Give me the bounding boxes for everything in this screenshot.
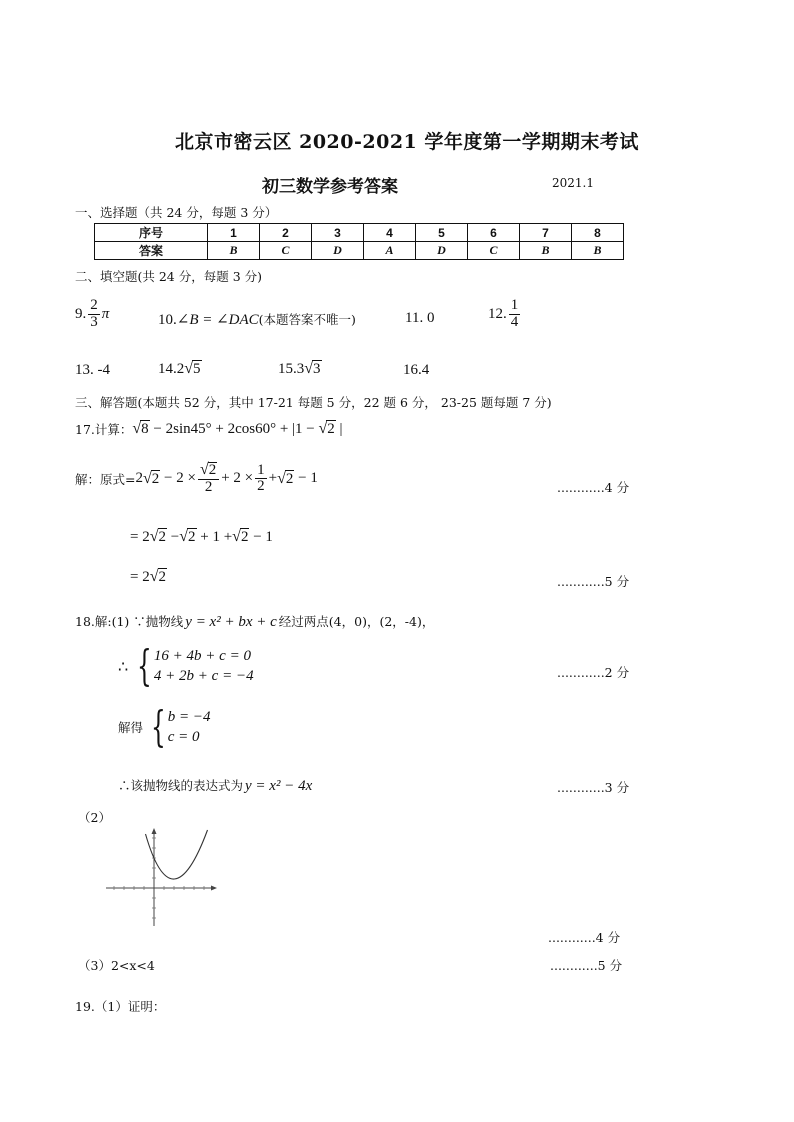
- q18-equation1: 16 + 4b + c = 0: [153, 647, 251, 664]
- q14-radicand: 5: [193, 361, 201, 377]
- q18-conclusion-text: ∴该抛物线的表达式为: [118, 778, 244, 793]
- q18-conclusion: [118, 776, 312, 795]
- q14-coefficient: 2: [176, 361, 185, 377]
- q17-solution-line1: [75, 462, 318, 496]
- table-cell: 4: [364, 224, 416, 242]
- q10-expression: ∠B = ∠DAC: [176, 312, 259, 328]
- q17-label: 17.计算：: [75, 422, 133, 437]
- q15-sqrt: √ 3: [304, 360, 321, 377]
- q18-system1: [118, 641, 254, 690]
- left-brace: { b = −4 c = 0: [151, 702, 211, 751]
- q9-pi: π: [101, 305, 110, 322]
- table-cell: 7: [520, 224, 572, 242]
- q12-number: 12.: [488, 305, 507, 322]
- q17-score-4: ............4 分: [557, 480, 630, 495]
- table-cell: 1: [208, 224, 260, 242]
- table-cell: C: [468, 242, 520, 260]
- answer-table: [94, 223, 624, 260]
- table-cell: D: [416, 242, 468, 260]
- q10-note: (本题答案不唯一): [258, 312, 356, 327]
- q12-denominator: 4: [510, 313, 519, 330]
- q17-step3: = 2 √ 2: [130, 568, 166, 585]
- q15-number: 15.: [278, 361, 297, 377]
- table-cell: B: [208, 242, 260, 260]
- table-header-cell: 答案: [95, 242, 208, 260]
- q17-solution-label: 解：原式=: [75, 471, 136, 487]
- parabola-graph: [100, 826, 225, 932]
- q19-label: 19.（1）证明：: [75, 999, 166, 1014]
- page-title: 北京市密云区 2020-2021 学年度第一学期期末考试: [175, 131, 639, 153]
- q18-label: 18.解:(1) ∵抛物线: [75, 614, 184, 629]
- table-row: [95, 242, 624, 260]
- table-cell: C: [260, 242, 312, 260]
- q15-radicand: 3: [313, 361, 321, 377]
- table-cell: A: [364, 242, 416, 260]
- q15-coefficient: 3: [296, 361, 305, 377]
- table-cell: D: [312, 242, 364, 260]
- table-cell: B: [520, 242, 572, 260]
- answer-q15: [278, 360, 322, 378]
- q18-score-5: ............5 分: [550, 958, 623, 973]
- q14-sqrt: √ 5: [184, 360, 201, 377]
- table-row: [95, 224, 624, 242]
- table-cell: 3: [312, 224, 364, 242]
- page-subtitle: 初三数学参考答案: [262, 177, 398, 197]
- q18-equation2: 4 + 2b + c = −4: [153, 667, 254, 684]
- q9-fraction: [88, 298, 100, 331]
- answer-q12: [488, 298, 522, 331]
- q18-expression: y = x² + bx + c: [185, 614, 277, 630]
- answer-q16: 16.4: [403, 362, 430, 378]
- therefore-symbol: ∴: [118, 656, 129, 676]
- q18-text: 经过两点(4，0)，(2，-4)，: [278, 614, 435, 629]
- q9-denominator: 3: [90, 313, 98, 330]
- q18-score-3: ............3 分: [557, 780, 630, 795]
- table-cell: B: [572, 242, 624, 260]
- q10-number: 10.: [158, 312, 177, 328]
- q18-conclusion-expression: y = x² − 4x: [245, 778, 313, 794]
- section1-heading: 一、选择题（共 24 分，每题 3 分）: [75, 205, 278, 220]
- section2-heading: 二、填空题(共 24 分，每题 3 分): [75, 269, 263, 284]
- q17-problem: [75, 420, 343, 438]
- q12-numerator: 1: [510, 297, 519, 313]
- q18-solution-b: b = −4: [167, 708, 211, 725]
- table-cell: 6: [468, 224, 520, 242]
- q18-part3: （3）2<x<4: [78, 958, 155, 973]
- answer-q9: [75, 298, 109, 331]
- q18-solution-system: [118, 702, 211, 751]
- q17-expression: √ 8 − 2sin45° + 2cos60° + |1 − √ 2 |: [132, 420, 343, 437]
- table-cell: 5: [416, 224, 468, 242]
- table-cell: 8: [572, 224, 624, 242]
- answer-q11: 11. 0: [405, 310, 435, 326]
- q9-numerator: 2: [90, 297, 98, 313]
- q18-part2-label: （2）: [78, 810, 111, 825]
- answer-table-wrap: [94, 223, 624, 260]
- q17-step1: 2 √ 2 − 2 × √ 2 2 + 2 × $\frac{1}{2}$ + √ 2 − 1: [135, 461, 318, 495]
- q18-solve-label: 解得: [118, 720, 144, 735]
- q9-number: 9.: [75, 305, 87, 322]
- q12-fraction: [509, 298, 521, 331]
- date-label: 2021.1: [552, 176, 594, 190]
- answer-q13: 13. -4: [75, 362, 110, 378]
- q18-score-4: ............4 分: [548, 930, 621, 945]
- left-brace: { 16 + 4b + c = 0 4 + 2b + c = −4: [137, 641, 254, 690]
- table-header-cell: 序号: [95, 224, 208, 242]
- answer-q14: [158, 360, 202, 378]
- q17-score-5: ............5 分: [557, 574, 630, 589]
- section3-heading: 三、解答题(本题共 52 分，其中 17-21 每题 5 分，22 题 6 分， 23-25 题每题 7 分): [75, 395, 552, 410]
- answer-q10: [158, 310, 356, 329]
- q18-intro: [75, 612, 434, 631]
- q18-score-2: ............2 分: [557, 665, 630, 680]
- q17-step2: = 2 √ 2 − √ 2 + 1 + √ 2 − 1: [130, 528, 273, 545]
- table-cell: 2: [260, 224, 312, 242]
- q18-solution-c: c = 0: [167, 728, 200, 745]
- q14-number: 14.: [158, 361, 177, 377]
